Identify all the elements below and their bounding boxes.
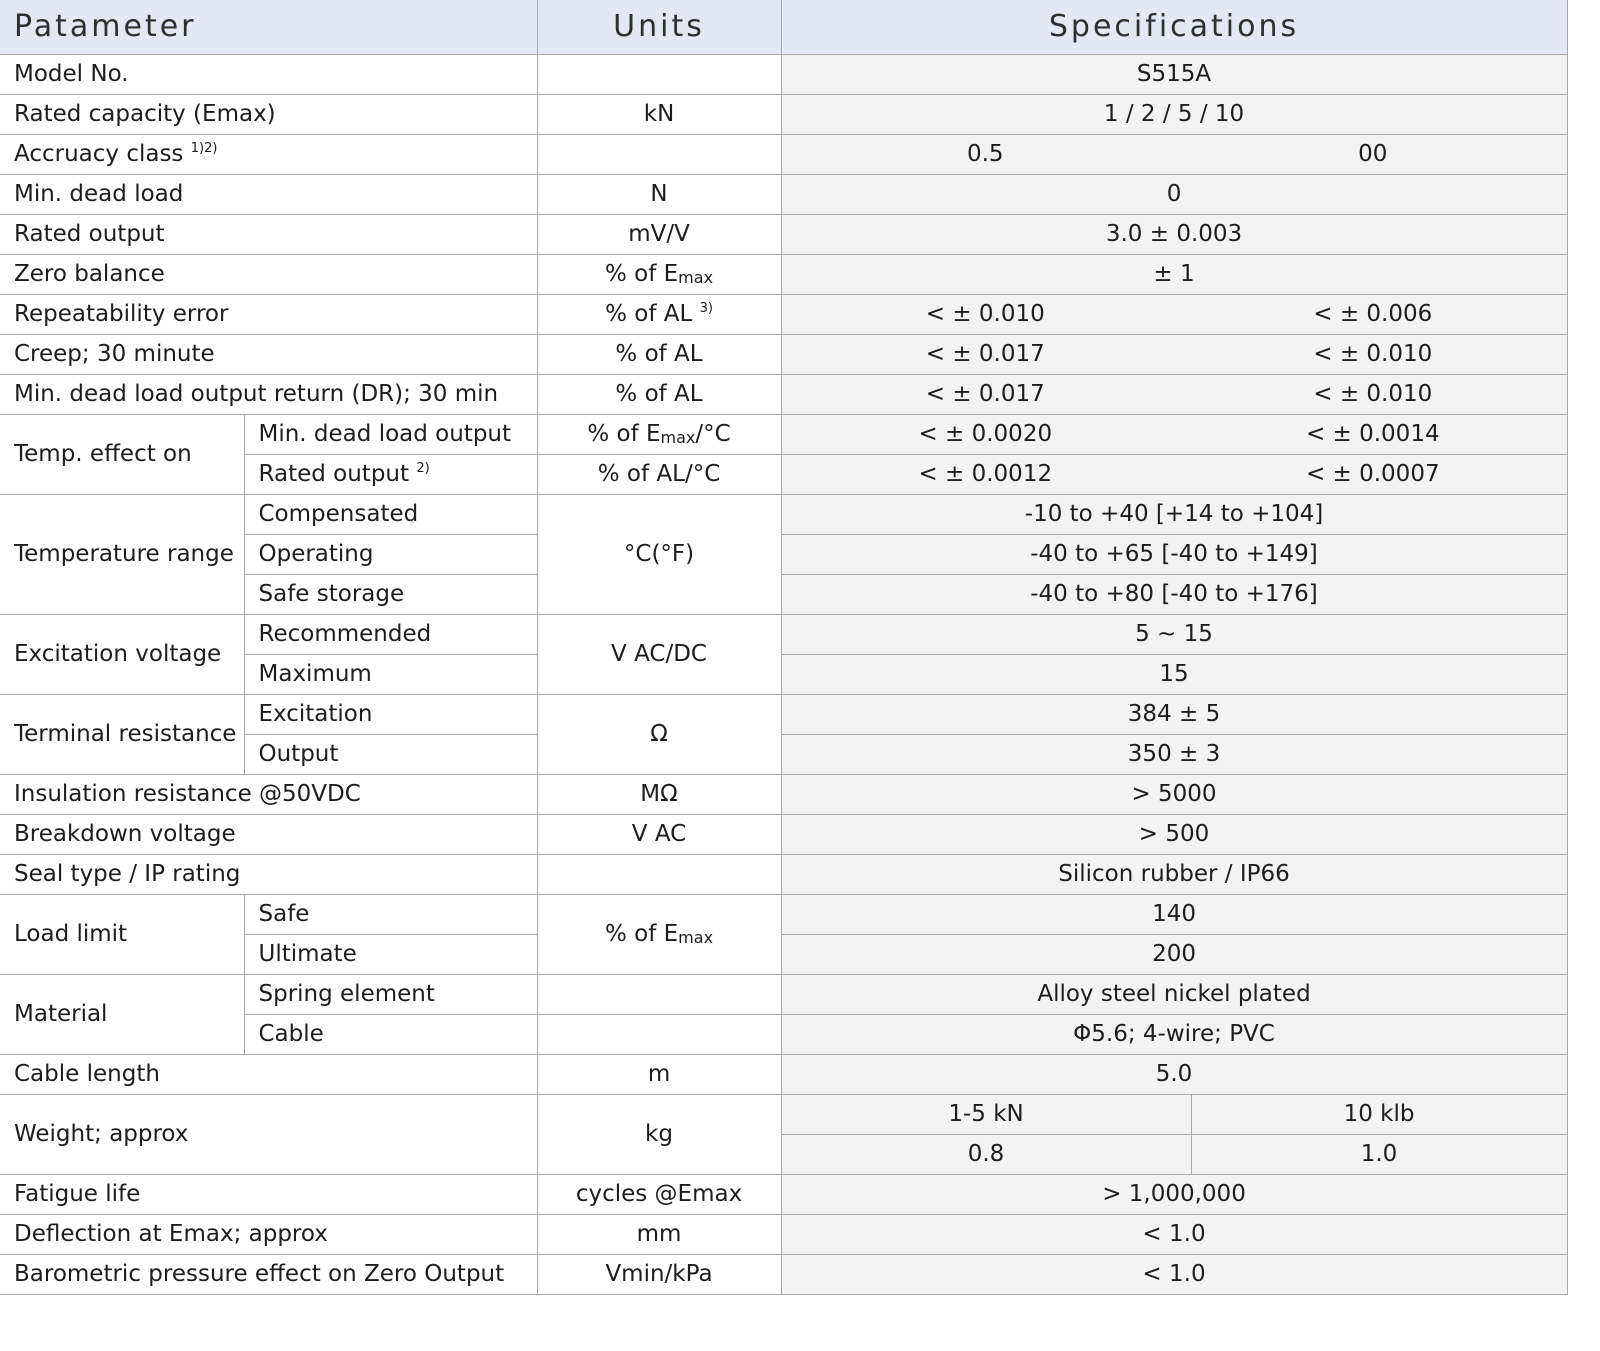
param-accuracy-label: Accruacy class <box>14 141 184 167</box>
table-row-breakdown <box>0 814 1567 854</box>
weight-val-a: 0.8 <box>781 1134 1191 1174</box>
spec-temp-storage: -40 to +80 [-40 to +176] <box>781 574 1567 614</box>
table-row-load-limit-safe <box>0 894 1567 934</box>
units-repeatability <box>537 294 781 334</box>
units-zero-balance-pre: % of E <box>604 261 679 287</box>
param-model: Model No. <box>0 54 537 94</box>
table-row-repeatability <box>0 294 1567 334</box>
spec-material-spring: Alloy steel nickel plated <box>781 974 1567 1014</box>
sub-terminal-output: Output <box>244 734 537 774</box>
table-row-excitation-recommended <box>0 614 1567 654</box>
units-repeatability-text: % of AL <box>605 301 693 327</box>
units-load-limit-pre: % of E <box>604 921 679 947</box>
table-row-fatigue <box>0 1174 1567 1214</box>
table-row-seal <box>0 854 1567 894</box>
param-barometric: Barometric pressure effect on Zero Output <box>0 1254 537 1294</box>
spec-temp-rated-b: < ± 0.0007 <box>1305 461 1440 487</box>
spec-creep-a: < ± 0.017 <box>925 341 1045 367</box>
sub-excitation-maximum: Maximum <box>244 654 537 694</box>
sub-temp-effect-rated <box>244 454 537 494</box>
units-header: Units <box>537 0 781 54</box>
param-material: Material <box>0 974 244 1054</box>
spec-min-dead: 0 <box>781 174 1567 214</box>
param-creep: Creep; 30 minute <box>0 334 537 374</box>
param-zero-balance: Zero balance <box>0 254 537 294</box>
units-capacity: kN <box>537 94 781 134</box>
spec-zero-balance: ± 1 <box>781 254 1567 294</box>
param-fatigue: Fatigue life <box>0 1174 537 1214</box>
spec-material-cable: Φ5.6; 4-wire; PVC <box>781 1014 1567 1054</box>
parameter-header: Patameter <box>0 0 537 54</box>
param-dr: Min. dead load output return (DR); 30 min <box>0 374 537 414</box>
spec-insulation: > 5000 <box>781 774 1567 814</box>
param-insulation: Insulation resistance @50VDC <box>0 774 537 814</box>
specifications-header: Specifications <box>781 0 1567 54</box>
sub-temp-effect-min-dead: Min. dead load output <box>244 414 537 454</box>
units-fatigue: cycles @Emax <box>537 1174 781 1214</box>
param-load-limit: Load limit <box>0 894 244 974</box>
units-min-dead: N <box>537 174 781 214</box>
units-rated-output: mV/V <box>537 214 781 254</box>
spec-breakdown: > 500 <box>781 814 1567 854</box>
sub-material-cable: Cable <box>244 1014 537 1054</box>
spec-excitation-maximum: 15 <box>781 654 1567 694</box>
footnote-repeatability: 3) <box>699 301 713 316</box>
table-row-temp-effect-min-dead <box>0 414 1567 454</box>
units-terminal: Ω <box>537 694 781 774</box>
spec-temp-operating: -40 to +65 [-40 to +149] <box>781 534 1567 574</box>
param-rated-output: Rated output <box>0 214 537 254</box>
table-row-deflection <box>0 1214 1567 1254</box>
spec-temp-min-dead-a: < ± 0.0020 <box>918 421 1053 447</box>
units-excitation: V AC/DC <box>537 614 781 694</box>
units-temp-effect-min-dead <box>537 414 781 454</box>
spec-model: S515A <box>781 54 1567 94</box>
table-row-min-dead <box>0 174 1567 214</box>
param-breakdown: Breakdown voltage <box>0 814 537 854</box>
table-row-creep <box>0 334 1567 374</box>
spec-terminal-excitation: 384 ± 5 <box>781 694 1567 734</box>
spec-repeatability-b: < ± 0.006 <box>1313 301 1433 327</box>
units-dr: % of AL <box>537 374 781 414</box>
spec-creep <box>781 334 1567 374</box>
units-temp-min-dead-sub: max <box>660 428 696 447</box>
units-zero-balance-sub: max <box>678 268 714 287</box>
units-seal <box>537 854 781 894</box>
table-row-weight-head <box>0 1094 1567 1134</box>
units-material-cable <box>537 1014 781 1054</box>
weight-col-b: 10 klb <box>1191 1094 1567 1134</box>
units-cable-length: m <box>537 1054 781 1094</box>
spec-load-limit-safe: 140 <box>781 894 1567 934</box>
param-cable-length: Cable length <box>0 1054 537 1094</box>
table-row-dr <box>0 374 1567 414</box>
units-deflection: mm <box>537 1214 781 1254</box>
param-excitation: Excitation voltage <box>0 614 244 694</box>
header-row <box>0 0 1567 54</box>
spec-temp-rated-a: < ± 0.0012 <box>918 461 1053 487</box>
spec-accuracy <box>781 134 1567 174</box>
units-zero-balance <box>537 254 781 294</box>
units-temp-range: °C(°F) <box>537 494 781 614</box>
param-weight: Weight; approx <box>0 1094 537 1174</box>
spec-fatigue: > 1,000,000 <box>781 1174 1567 1214</box>
spec-dr <box>781 374 1567 414</box>
spec-temp-min-dead-b: < ± 0.0014 <box>1305 421 1440 447</box>
units-temp-min-dead-pre: % of E <box>587 421 661 447</box>
param-repeatability: Repeatability error <box>0 294 537 334</box>
sub-temp-operating: Operating <box>244 534 537 574</box>
table-row-rated-output <box>0 214 1567 254</box>
table-row-insulation <box>0 774 1567 814</box>
param-temp-range: Temperature range <box>0 494 244 614</box>
units-load-limit <box>537 894 781 974</box>
param-temp-effect: Temp. effect on <box>0 414 244 494</box>
table-row-model <box>0 54 1567 94</box>
param-min-dead: Min. dead load <box>0 174 537 214</box>
spec-deflection: < 1.0 <box>781 1214 1567 1254</box>
units-weight: kg <box>537 1094 781 1174</box>
spec-temp-effect-rated <box>781 454 1567 494</box>
spec-accuracy-b: 00 <box>1358 141 1388 167</box>
param-seal: Seal type / IP rating <box>0 854 537 894</box>
sub-temp-effect-rated-label: Rated output <box>258 461 410 487</box>
units-temp-effect-rated: % of AL/°C <box>537 454 781 494</box>
units-model <box>537 54 781 94</box>
table-row-temp-range-compensated <box>0 494 1567 534</box>
units-barometric: Vmin/kPa <box>537 1254 781 1294</box>
sub-load-limit-safe: Safe <box>244 894 537 934</box>
param-accuracy <box>0 134 537 174</box>
spec-seal: Silicon rubber / IP66 <box>781 854 1567 894</box>
units-accuracy <box>537 134 781 174</box>
sub-material-spring: Spring element <box>244 974 537 1014</box>
units-insulation: MΩ <box>537 774 781 814</box>
param-capacity: Rated capacity (Emax) <box>0 94 537 134</box>
table-row-capacity <box>0 94 1567 134</box>
table-row-terminal-excitation <box>0 694 1567 734</box>
spec-terminal-output: 350 ± 3 <box>781 734 1567 774</box>
units-creep: % of AL <box>537 334 781 374</box>
table-row-cable-length <box>0 1054 1567 1094</box>
spec-capacity: 1 / 2 / 5 / 10 <box>781 94 1567 134</box>
spec-creep-b: < ± 0.010 <box>1313 341 1433 367</box>
table-row-material-spring <box>0 974 1567 1014</box>
units-temp-min-dead-post: /°C <box>695 421 731 447</box>
spec-barometric: < 1.0 <box>781 1254 1567 1294</box>
spec-load-limit-ultimate: 200 <box>781 934 1567 974</box>
spec-dr-a: < ± 0.017 <box>925 381 1045 407</box>
units-material-spring <box>537 974 781 1014</box>
spec-excitation-recommended: 5 ~ 15 <box>781 614 1567 654</box>
units-breakdown: V AC <box>537 814 781 854</box>
spec-temp-effect-min-dead <box>781 414 1567 454</box>
table-row-zero-balance <box>0 254 1567 294</box>
weight-val-b: 1.0 <box>1191 1134 1567 1174</box>
param-deflection: Deflection at Emax; approx <box>0 1214 537 1254</box>
spec-rated-output: 3.0 ± 0.003 <box>781 214 1567 254</box>
weight-col-a: 1-5 kN <box>781 1094 1191 1134</box>
table-row-barometric <box>0 1254 1567 1294</box>
footnote-accuracy: 1)2) <box>190 141 218 156</box>
sub-terminal-excitation: Excitation <box>244 694 537 734</box>
footnote-temp-rated: 2) <box>416 461 430 476</box>
table-row-accuracy <box>0 134 1567 174</box>
spec-cable-length: 5.0 <box>781 1054 1567 1094</box>
spec-accuracy-a: 0.5 <box>966 141 1004 167</box>
spec-temp-compensated: -10 to +40 [+14 to +104] <box>781 494 1567 534</box>
spec-dr-b: < ± 0.010 <box>1313 381 1433 407</box>
sub-load-limit-ultimate: Ultimate <box>244 934 537 974</box>
spec-repeatability <box>781 294 1567 334</box>
param-terminal: Terminal resistance <box>0 694 244 774</box>
spec-repeatability-a: < ± 0.010 <box>925 301 1045 327</box>
sub-temp-compensated: Compensated <box>244 494 537 534</box>
sub-temp-storage: Safe storage <box>244 574 537 614</box>
units-load-limit-sub: max <box>678 928 714 947</box>
sub-excitation-recommended: Recommended <box>244 614 537 654</box>
